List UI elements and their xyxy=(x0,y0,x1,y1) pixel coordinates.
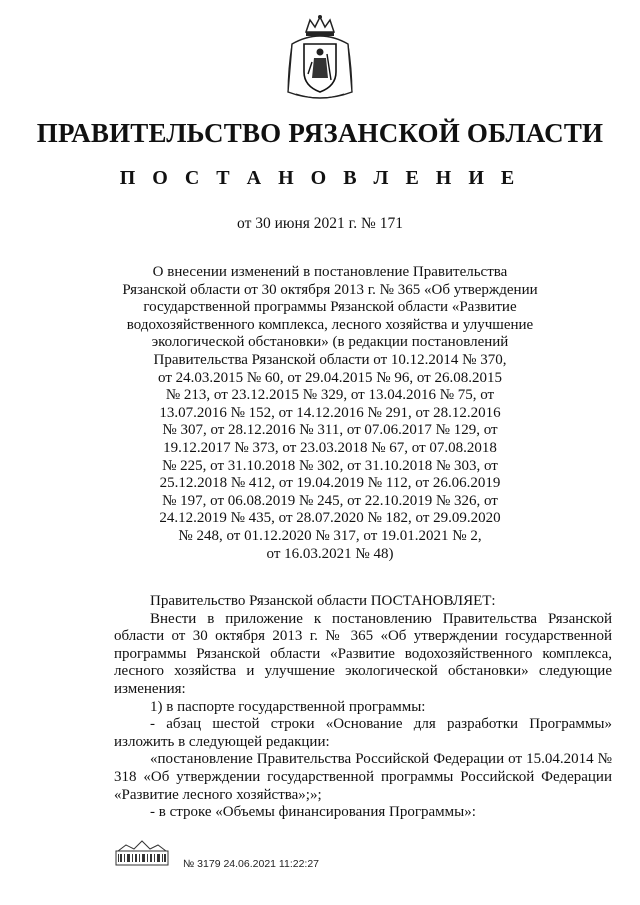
subject-line: 19.12.2017 № 373, от 23.03.2018 № 67, от 07.08.2018 xyxy=(163,439,497,456)
subject-line: № 213, от 23.12.2015 № 329, от 13.04.2016 № 75, от xyxy=(165,387,495,404)
document-type-heading: П О С Т А Н О В Л Е Н И Е xyxy=(119,167,521,189)
subject-line: Правительства Рязанской области от 10.12.2014 № 370, xyxy=(153,351,507,368)
ryazan-coat-of-arms-icon xyxy=(282,14,358,106)
document-subject xyxy=(110,264,550,563)
list-item-1-b: - в строке «Объемы финансирования Программы»: xyxy=(150,804,476,821)
government-title: ПРАВИТЕЛЬСТВО РЯЗАНСКОЙ ОБЛАСТИ xyxy=(36,118,604,148)
intro-paragraph: Внести в приложение к постановлению Правительства Рязанской области от 30 октября 2013 г. № 365 «Об утверждении государственной программы Рязанской области «Развитие водохозяйственного комплекса, лесного хозяйства и улучшение экологической обстановки» следующие изменения: xyxy=(114,610,612,697)
subject-line: 13.07.2016 № 152, от 14.12.2016 № 291, от 28.12.2016 xyxy=(159,404,501,421)
subject-line: № 225, от 31.10.2018 № 302, от 31.10.2018 № 303, от xyxy=(162,457,498,474)
subject-line: № 248, от 01.12.2020 № 317, от 19.01.2021 № 2, xyxy=(178,527,482,544)
subject-line: Рязанской области от 30 октября 2013 г. № 365 «Об утверждении xyxy=(122,281,538,298)
document-body xyxy=(114,593,612,822)
subject-line: от 16.03.2021 № 48) xyxy=(266,545,394,562)
document-date-number: от 30 июня 2021 г. № 171 xyxy=(237,215,403,232)
subject-line: О внесении изменений в постановление Правительства xyxy=(152,264,508,280)
barcode-stamp-icon xyxy=(114,835,170,869)
list-item-1-a: - абзац шестой строки «Основание для разработки Программы» изложить в следующей редакции: xyxy=(114,716,612,750)
registration-stamp-text: № 3179 24.06.2021 11:22:27 xyxy=(183,858,320,870)
list-item-1: 1) в паспорте государственной программы: xyxy=(150,698,426,715)
subject-line: от 24.03.2015 № 60, от 29.04.2015 № 96, от 26.08.2015 xyxy=(158,369,502,386)
subject-line: 25.12.2018 № 412, от 19.04.2019 № 112, от 26.06.2019 xyxy=(159,475,501,492)
subject-line: 24.12.2019 № 435, от 28.07.2020 № 182, от 29.09.2020 xyxy=(159,510,501,527)
quoted-text: «постановление Правительства Российской Федерации от 15.04.2014 № 318 «Об утверждении государственной программы Российской Федерации «Развитие лесного хозяйства»;»; xyxy=(114,751,612,803)
subject-line: водохозяйственного комплекса, лесного хозяйства и улучшение xyxy=(126,316,534,333)
decree-statement: Правительство Рязанской области ПОСТАНОВЛЯЕТ: xyxy=(150,593,496,609)
subject-line: № 307, от 28.12.2016 № 311, от 07.06.2017 № 129, от xyxy=(162,422,498,439)
subject-line: государственной программы Рязанской области «Развитие xyxy=(143,299,517,316)
subject-line: № 197, от 06.08.2019 № 245, от 22.10.2019 № 326, от xyxy=(162,492,498,509)
subject-line: экологической обстановки» (в редакции постановлений xyxy=(151,334,509,351)
